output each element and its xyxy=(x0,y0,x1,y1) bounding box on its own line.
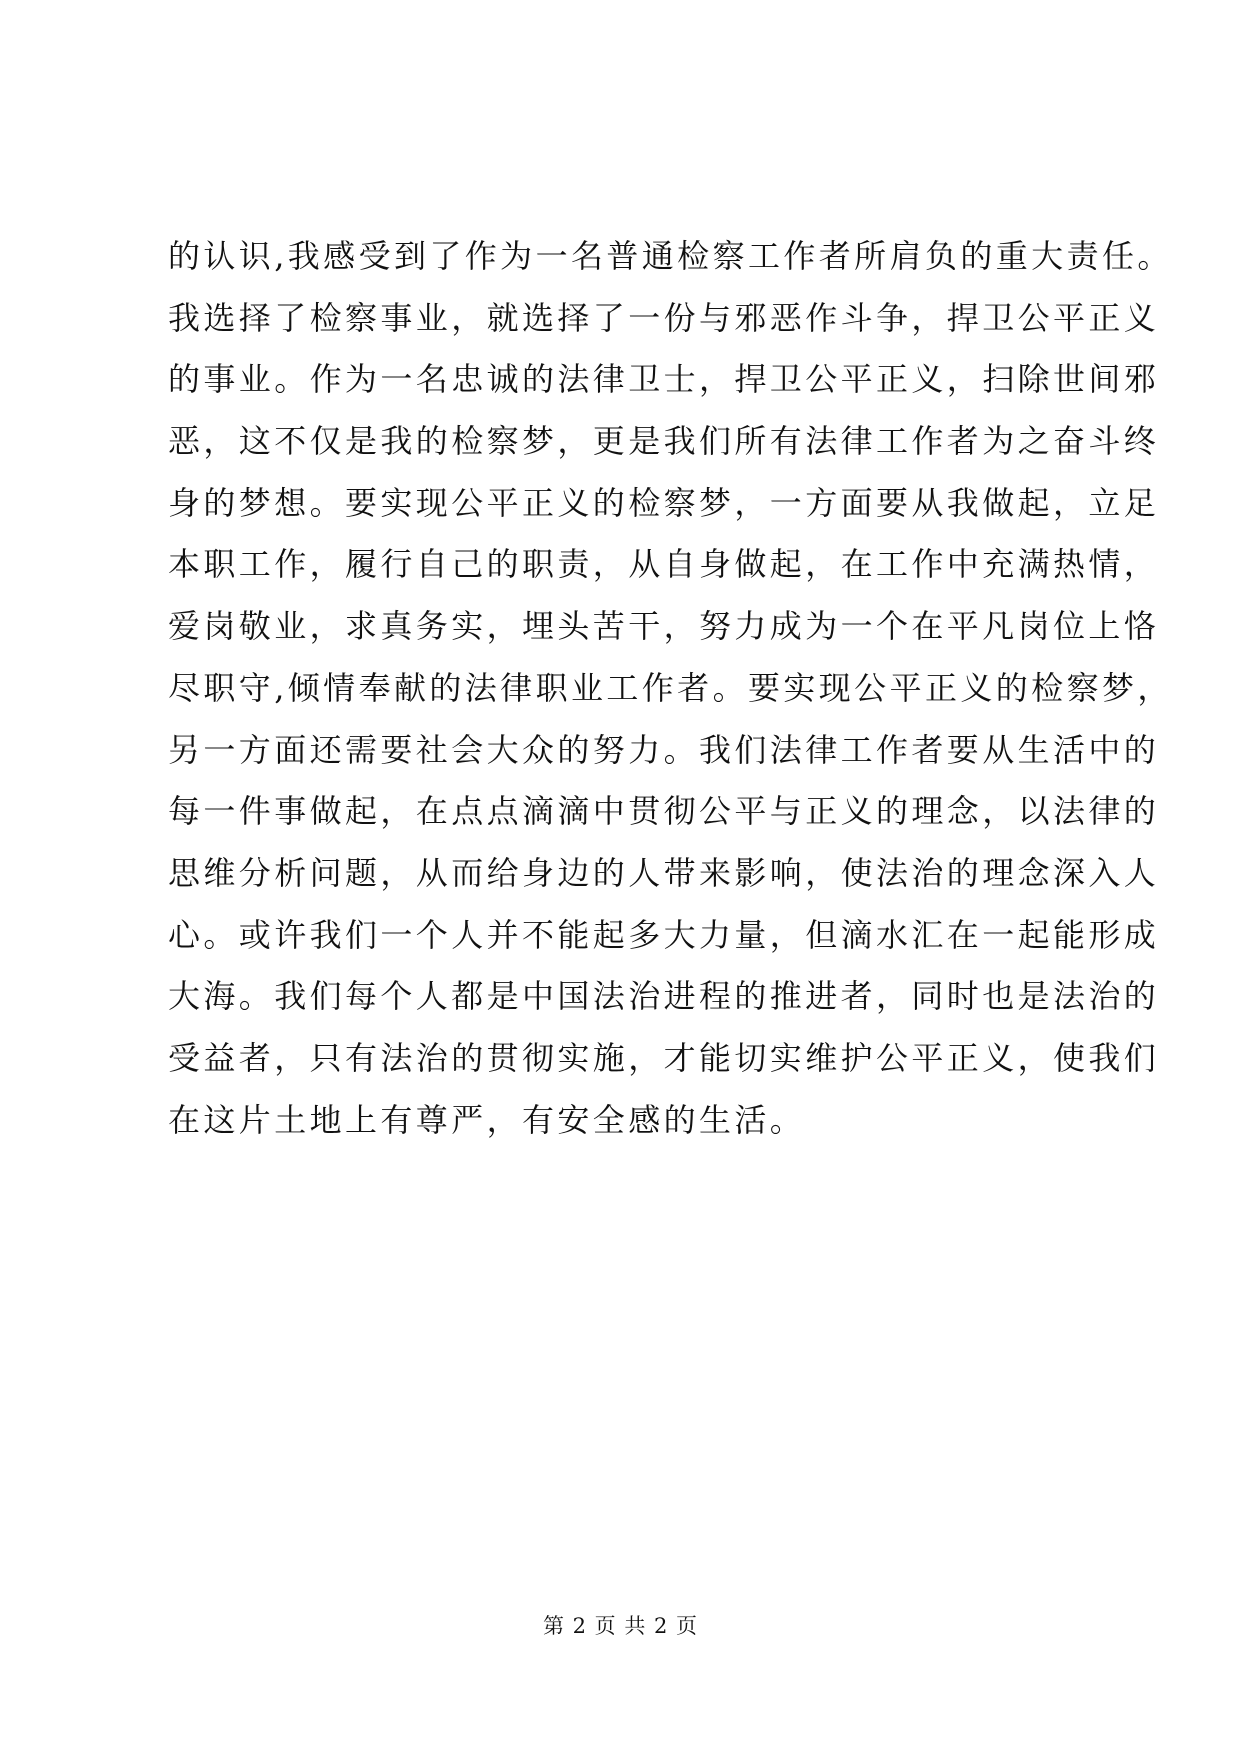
text-line-7: 爱岗敬业，求真务实，埋头苦干，努力成为一个在平凡岗位上恪 xyxy=(168,607,1160,646)
text-line-5: 身的梦想。要实现公平正义的检察梦，一方面要从我做起，立足 xyxy=(168,483,1160,522)
text-line-11: 思维分析问题，从而给身边的人带来影响，使法治的理念深入人 xyxy=(168,853,1160,892)
text-line-9: 另一方面还需要社会大众的努力。我们法律工作者要从生活中的 xyxy=(168,730,1160,769)
text-line-8: 尽职守,倾情奉献的法律职业工作者。要实现公平正义的检察梦， xyxy=(168,668,1173,707)
text-line-2: 我选择了检察事业，就选择了一份与邪恶作斗争，捍卫公平正义 xyxy=(168,298,1160,337)
text-line-6: 本职工作，履行自己的职责，从自身做起，在工作中充满热情， xyxy=(168,545,1160,584)
text-line-14: 受益者，只有法治的贯彻实施，才能切实维护公平正义，使我们 xyxy=(168,1038,1160,1077)
text-line-13: 大海。我们每个人都是中国法治进程的推进者，同时也是法治的 xyxy=(168,977,1160,1016)
page-footer xyxy=(0,1610,1241,1640)
body-paragraph xyxy=(168,226,1173,1151)
text-line-4: 恶，这不仅是我的检察梦，更是我们所有法律工作者为之奋斗终 xyxy=(168,422,1160,461)
text-line-15: 在这片土地上有尊严，有安全感的生活。 xyxy=(168,1100,806,1139)
text-line-1: 的认识,我感受到了作为一名普通检察工作者所肩负的重大责任。 xyxy=(168,237,1173,275)
page-number-label: 第 2 页 共 2 页 xyxy=(542,1614,699,1638)
text-line-10: 每一件事做起，在点点滴滴中贯彻公平与正义的理念，以法律的 xyxy=(168,792,1160,831)
text-line-3: 的事业。作为一名忠诚的法律卫士，捍卫公平正义，扫除世间邪 xyxy=(168,360,1160,399)
text-line-12: 心。或许我们一个人并不能起多大力量，但滴水汇在一起能形成 xyxy=(168,915,1160,954)
